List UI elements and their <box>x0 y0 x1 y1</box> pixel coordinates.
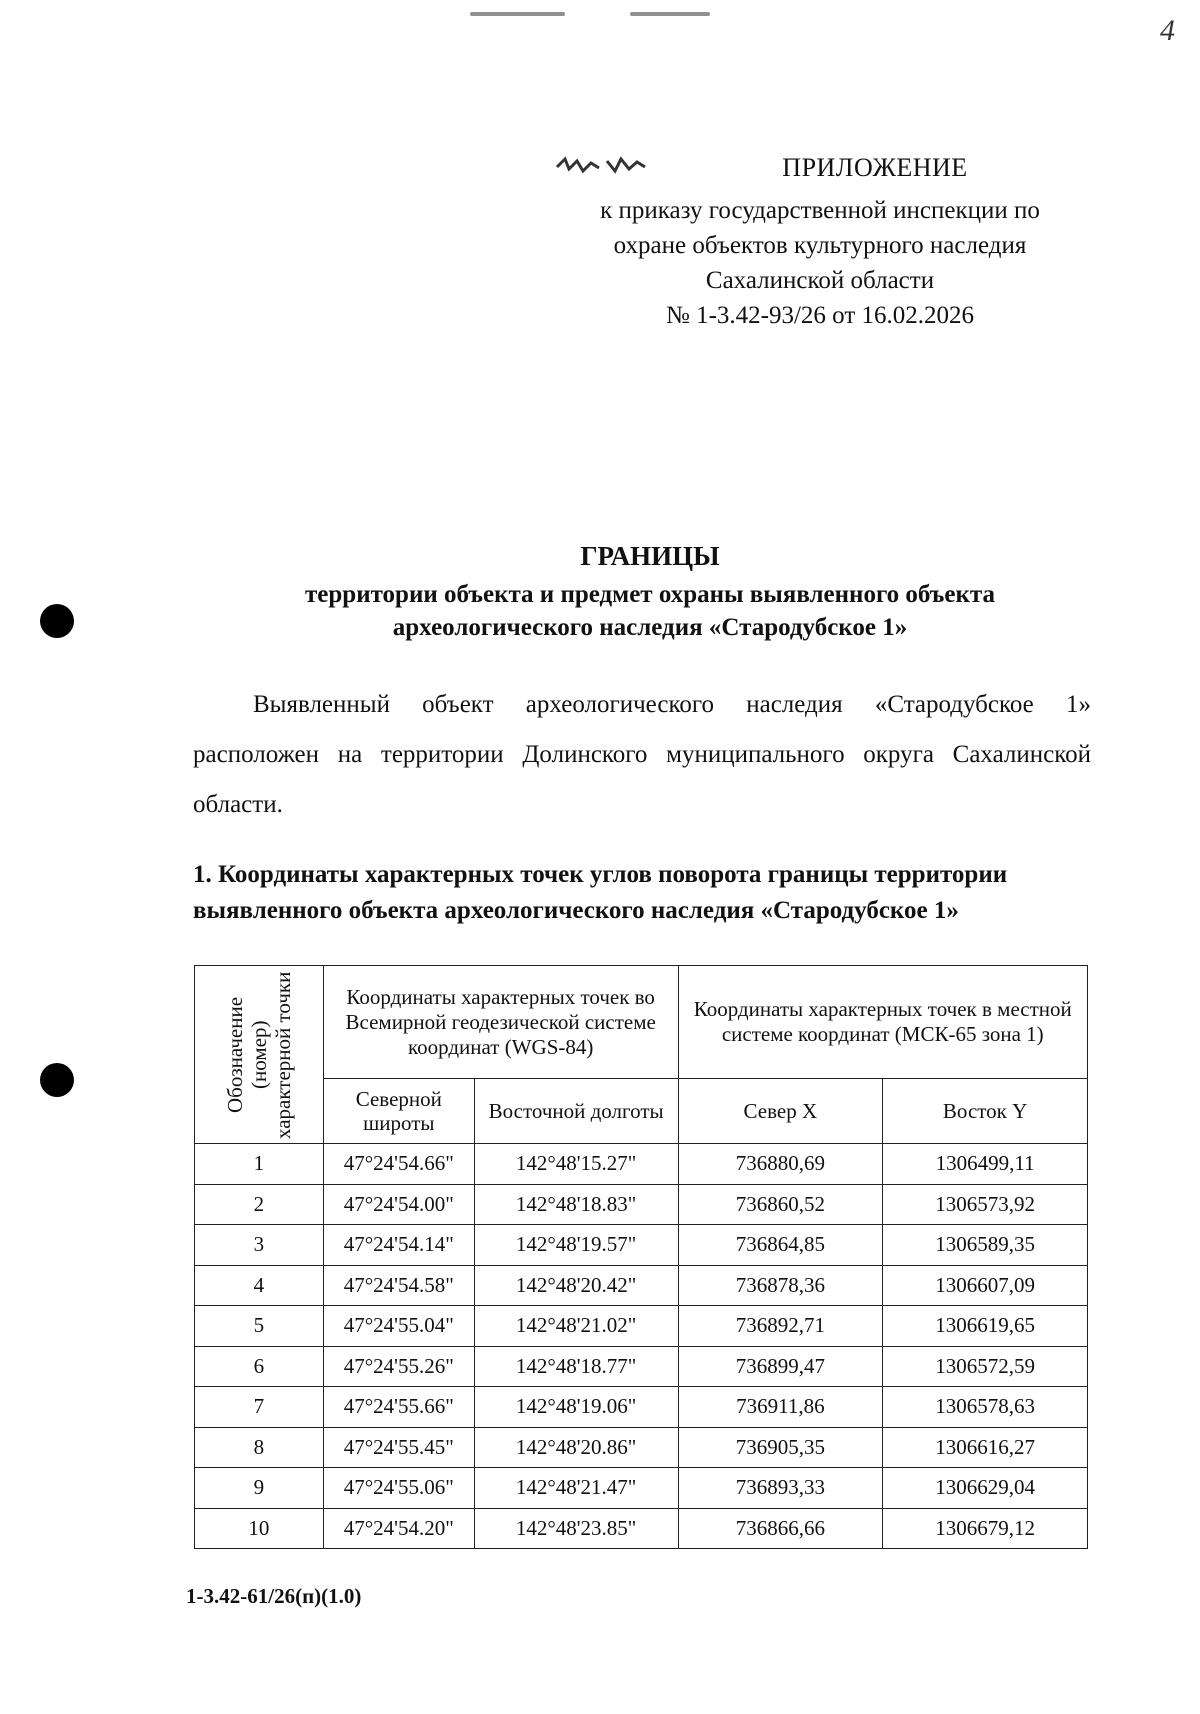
cell-lon: 142°48'18.83" <box>474 1184 678 1225</box>
lat-column-header: Северной широты <box>323 1079 474 1144</box>
y-column-header: Восток Y <box>883 1079 1088 1144</box>
cell-lat: 47°24'54.00" <box>323 1184 474 1225</box>
appendix-line: к приказу государственной инспекции по <box>600 197 1040 224</box>
cell-lat: 47°24'54.58" <box>323 1265 474 1306</box>
cell-point: 6 <box>195 1346 324 1387</box>
x-column-header: Север X <box>678 1079 883 1144</box>
cell-point: 1 <box>195 1144 324 1185</box>
scan-artifact <box>630 12 710 16</box>
cell-lon: 142°48'19.06" <box>474 1387 678 1428</box>
cell-x: 736860,52 <box>678 1184 883 1225</box>
cell-lat: 47°24'54.66" <box>323 1144 474 1185</box>
cell-point: 5 <box>195 1306 324 1347</box>
coordinates-table <box>194 965 1088 1549</box>
wgs-group-header: Координаты характерных точек во Всемирной геодезической системе координат (WGS-84) <box>323 966 678 1079</box>
cell-point: 4 <box>195 1265 324 1306</box>
msk-group-header: Координаты характерных точек в местной системе координат (МСК-65 зона 1) <box>678 966 1087 1079</box>
cell-x: 736899,47 <box>678 1346 883 1387</box>
cell-y: 1306607,09 <box>883 1265 1088 1306</box>
cell-y: 1306578,63 <box>883 1387 1088 1428</box>
heading-title: ГРАНИЦЫ <box>580 541 720 571</box>
cell-lon: 142°48'21.47" <box>474 1468 678 1509</box>
cell-y: 1306619,65 <box>883 1306 1088 1347</box>
table-row <box>195 1184 1088 1225</box>
document-code: 1-3.42-61/26(п)(1.0) <box>186 1584 362 1608</box>
cell-lat: 47°24'55.66" <box>323 1387 474 1428</box>
cell-point: 2 <box>195 1184 324 1225</box>
table-row <box>195 1468 1088 1509</box>
appendix-order-number: № 1-3.42-93/26 от 16.02.2026 <box>665 302 975 329</box>
section-title: 1. Координаты характерных точек углов поворота границы территории выявленного объекта археологического наследия «Стародубское 1» <box>193 861 1008 924</box>
table-row <box>195 1144 1088 1185</box>
cell-x: 736878,36 <box>678 1265 883 1306</box>
cell-x: 736893,33 <box>678 1468 883 1509</box>
point-column-label: Обозначение (номер) характерной точки <box>222 970 295 1139</box>
cell-lon: 142°48'18.77" <box>474 1346 678 1387</box>
cell-y: 1306629,04 <box>883 1468 1088 1509</box>
cell-lon: 142°48'15.27" <box>474 1144 678 1185</box>
scan-artifact <box>470 12 565 16</box>
cell-y: 1306572,59 <box>883 1346 1088 1387</box>
cell-point: 3 <box>195 1225 324 1266</box>
cell-x: 736911,86 <box>678 1387 883 1428</box>
cell-lat: 47°24'54.14" <box>323 1225 474 1266</box>
punch-hole <box>40 1063 74 1097</box>
cell-lon: 142°48'21.02" <box>474 1306 678 1347</box>
cell-y: 1306573,92 <box>883 1184 1088 1225</box>
cell-point: 10 <box>195 1508 324 1549</box>
cell-lat: 47°24'55.04" <box>323 1306 474 1347</box>
location-paragraph: Выявленный объект археологического наследия «Стародубское 1» расположен на территории Долинского муниципального округа Сахалинской области. <box>193 691 1091 818</box>
table-row <box>195 1265 1088 1306</box>
cell-point: 8 <box>195 1427 324 1468</box>
cell-y: 1306499,11 <box>883 1144 1088 1185</box>
cell-x: 736864,85 <box>678 1225 883 1266</box>
cell-lon: 142°48'19.57" <box>474 1225 678 1266</box>
cell-lon: 142°48'23.85" <box>474 1508 678 1549</box>
cell-x: 736866,66 <box>678 1508 883 1549</box>
heading-subtitle: территории объекта и предмет охраны выявленного объекта <box>305 581 995 608</box>
point-column-header <box>195 966 324 1144</box>
cell-point: 9 <box>195 1468 324 1509</box>
cell-y: 1306679,12 <box>883 1508 1088 1549</box>
table-row <box>195 1508 1088 1549</box>
cell-y: 1306589,35 <box>883 1225 1088 1266</box>
cell-lat: 47°24'55.45" <box>323 1427 474 1468</box>
punch-hole <box>40 604 74 638</box>
heading-subtitle: археологического наследия «Стародубское 1» <box>392 614 908 641</box>
appendix-line: охране объектов культурного наследия <box>613 232 1027 259</box>
cell-point: 7 <box>195 1387 324 1428</box>
table-row <box>195 1346 1088 1387</box>
table-row <box>195 1306 1088 1347</box>
cell-lat: 47°24'55.26" <box>323 1346 474 1387</box>
cell-x: 736892,71 <box>678 1306 883 1347</box>
handwritten-page-number: 4 <box>1160 14 1175 47</box>
table-row <box>195 1387 1088 1428</box>
table-row <box>195 1225 1088 1266</box>
cell-lat: 47°24'55.06" <box>323 1468 474 1509</box>
cell-lat: 47°24'54.20" <box>323 1508 474 1549</box>
cell-x: 736880,69 <box>678 1144 883 1185</box>
appendix-block <box>570 150 1070 333</box>
lon-column-header: Восточной долготы <box>474 1079 678 1144</box>
document-heading <box>190 540 1110 644</box>
cell-lon: 142°48'20.42" <box>474 1265 678 1306</box>
cell-y: 1306616,27 <box>883 1427 1088 1468</box>
table-row <box>195 1427 1088 1468</box>
cell-x: 736905,35 <box>678 1427 883 1468</box>
cell-lon: 142°48'20.86" <box>474 1427 678 1468</box>
appendix-line: Сахалинской области <box>705 267 935 294</box>
appendix-title: ПРИЛОЖЕНИЕ <box>782 153 968 182</box>
